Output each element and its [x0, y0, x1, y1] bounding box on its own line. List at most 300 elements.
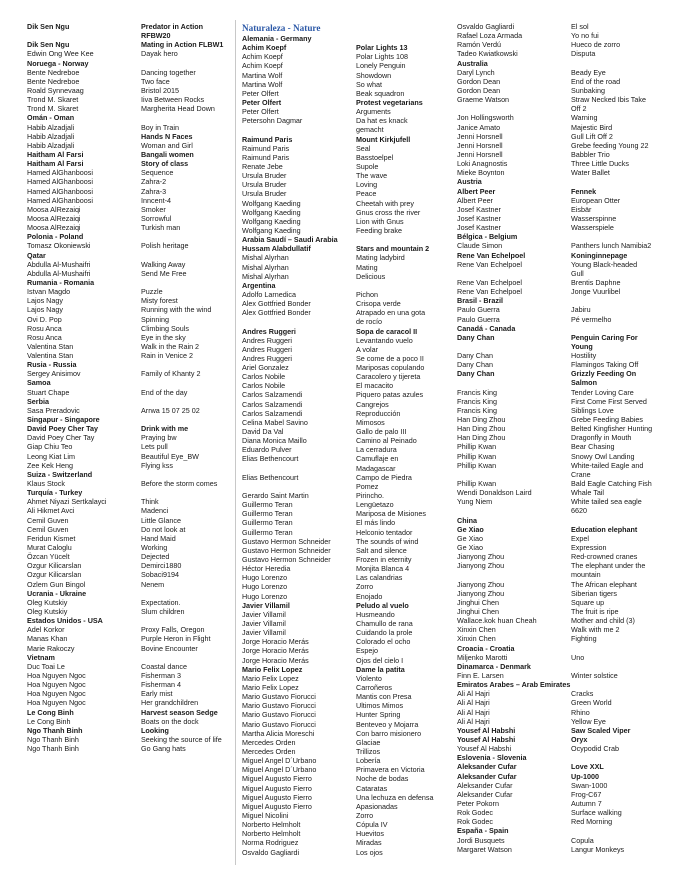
list-item	[242, 701, 452, 710]
photo-title: Noche de bodas	[356, 774, 409, 784]
photo-title: Water Ballet	[571, 168, 610, 178]
list-item	[457, 616, 679, 625]
photo-title: Drink with me	[141, 424, 189, 434]
list-item	[457, 589, 679, 598]
author-name: Ursula Bruder	[242, 189, 287, 199]
photo-title: Inncent-4	[141, 195, 171, 205]
photo-title: A volar	[356, 344, 378, 354]
author-name: Rene Van Echelpoel	[457, 250, 526, 260]
list-item	[27, 415, 232, 424]
author-name: Josef Kastner	[457, 204, 501, 214]
list-item	[242, 592, 452, 601]
author-name: Marie Rakoczy	[27, 643, 75, 653]
photo-title: Dragonfly in Mouth	[571, 433, 632, 443]
author-name: Rok Godec	[457, 808, 493, 818]
photo-title: Cangrejos	[356, 399, 389, 409]
list-item	[242, 180, 452, 189]
author-name: Peter Olfert	[242, 88, 279, 98]
author-name: Murat Caloglu	[27, 543, 72, 553]
author-name: Ngo Thanh Binh	[27, 725, 83, 735]
list-item	[27, 616, 232, 625]
photo-title	[141, 653, 232, 662]
column-middle	[242, 22, 452, 857]
photo-title: Flying kss	[141, 460, 173, 470]
photo-title: Jonge Vuurlibel	[571, 287, 621, 297]
photo-title: Climbing Souls	[141, 323, 189, 333]
list-item	[457, 415, 679, 424]
list-item	[27, 177, 232, 186]
photo-title: Two face	[141, 76, 170, 86]
photo-title: Campo de Piedra	[356, 472, 412, 482]
photo-title: Harvest season Sedge	[141, 707, 218, 717]
photo-title: Reproducción	[356, 408, 401, 418]
list-item	[457, 653, 679, 662]
list-item	[27, 123, 232, 132]
author-name: Albert Peer	[457, 195, 493, 205]
photo-title: Winter solstice	[571, 670, 618, 680]
photo-title	[141, 378, 232, 387]
photo-title: Expel	[571, 533, 589, 543]
list-item	[242, 720, 452, 729]
photo-title: Mating	[356, 262, 378, 272]
author-name: Raimund Paris	[242, 134, 293, 144]
photo-title: gemacht	[356, 125, 384, 135]
author-name: China	[457, 515, 477, 525]
photo-title: Bald Eagle Catching Fish	[571, 479, 652, 489]
photo-title: Education elephant	[571, 524, 638, 534]
author-name: Rene Van Echelpoel	[457, 277, 522, 287]
list-item	[457, 433, 679, 442]
photo-title: Cheetah with prey	[356, 198, 414, 208]
author-name: Rene Van Echelpoel	[457, 259, 522, 269]
photo-title: Las calandrias	[356, 573, 403, 583]
photo-title: Walking Away	[141, 259, 186, 269]
author-name: Guillermo Teran	[242, 500, 293, 510]
list-item	[242, 555, 452, 564]
list-item	[242, 244, 452, 253]
photo-title: Zorro	[356, 582, 374, 592]
list-item	[27, 424, 232, 433]
photo-title: Dame la patita	[356, 664, 405, 674]
photo-title: Supole	[356, 161, 379, 171]
author-name: Norberto Helmholt	[242, 829, 301, 839]
author-name: Xinxin Chen	[457, 634, 496, 644]
photo-title: Up-1000	[571, 771, 599, 781]
list-item	[27, 698, 232, 707]
photo-title	[141, 488, 232, 497]
author-name: Francis King	[457, 387, 497, 397]
list-item	[242, 473, 452, 482]
list-item	[457, 40, 679, 49]
author-name: Manas Khan	[27, 634, 68, 644]
photo-title: Wasserspinne	[571, 213, 617, 223]
author-name: Mario Gustavo Fiorucci	[242, 719, 316, 729]
list-item	[457, 168, 679, 177]
author-name: Aleksander Cufar	[457, 789, 513, 799]
author-name	[242, 317, 356, 326]
list-item	[242, 582, 452, 591]
photo-title: Una lechuza en defensa	[356, 792, 434, 802]
list-item	[27, 388, 232, 397]
author-name: Sergey Anisimov	[27, 369, 81, 379]
author-name: Javier Villamil	[242, 609, 286, 619]
author-name: Miguel Angel D´Urbano	[242, 756, 317, 766]
author-name: Hussam Alabdullatif	[242, 244, 311, 254]
photo-title: Madenci	[141, 506, 169, 516]
photo-title	[356, 281, 452, 290]
photo-title: Ojos del cielo I	[356, 655, 404, 665]
photo-title: RFBW20	[141, 31, 171, 41]
list-item	[457, 77, 679, 86]
author-name: Dany Chan	[457, 360, 493, 370]
author-name: Mario Felix Lopez	[242, 673, 299, 683]
photo-title: The elephant under the	[571, 561, 646, 571]
list-item	[242, 665, 452, 674]
author-name: Gordon Dean	[457, 85, 501, 95]
list-item	[27, 552, 232, 561]
list-item	[457, 671, 679, 680]
list-item	[27, 86, 232, 95]
list-item	[457, 269, 679, 278]
list-item	[27, 324, 232, 333]
photo-title: Do not look at	[141, 524, 186, 534]
photo-title: Delicious	[356, 271, 386, 281]
list-item	[457, 561, 679, 570]
author-name: David Poey Cher Tay	[27, 433, 95, 443]
photo-title: Hunter Spring	[356, 710, 401, 720]
author-name: Haitham Al Farsi	[27, 149, 84, 159]
list-item	[242, 838, 452, 847]
author-name: Rosu Anca	[27, 332, 62, 342]
author-name: Mishal Alyrhan	[242, 253, 289, 263]
author-name: Achim Koepf	[242, 43, 287, 53]
photo-title: Arguments	[356, 107, 391, 117]
author-name: Valentina Stan	[27, 351, 74, 361]
photo-title: Woman and Girl	[141, 140, 193, 150]
list-item	[242, 445, 452, 454]
author-name: Ozgur Kilicarslan	[27, 561, 82, 571]
section-heading: Naturaleza - Nature	[242, 23, 321, 33]
photo-title	[571, 232, 679, 241]
author-name: Andres Ruggeri	[242, 353, 292, 363]
list-item	[242, 829, 452, 838]
list-item	[457, 251, 679, 260]
author-name: Janice Amato	[457, 122, 501, 132]
author-name: Le Cong Binh	[27, 716, 71, 726]
photo-title: Puzzle	[141, 287, 163, 297]
list-item	[242, 418, 452, 427]
photo-title: Whale Tail	[571, 488, 605, 498]
photo-title: Red-crowned cranes	[571, 552, 638, 562]
photo-title: Apasionadas	[356, 801, 398, 811]
author-name: Miguel Augusto Fierro	[242, 792, 312, 802]
author-name: Rosu Anca	[27, 323, 62, 333]
list-item	[27, 223, 232, 232]
list-item	[27, 662, 232, 671]
author-name: Rene Van Echelpoel	[457, 287, 522, 297]
list-item	[27, 470, 232, 479]
photo-title: Copula	[571, 835, 594, 845]
list-item	[242, 656, 452, 665]
photo-title	[338, 235, 452, 244]
author-name: Francis King	[457, 405, 497, 415]
list-item	[27, 342, 232, 351]
list-item	[457, 516, 679, 525]
list-item	[242, 528, 452, 537]
list-item	[242, 80, 452, 89]
author-name: Carlos Nobile	[242, 372, 286, 382]
photo-title: Oryx	[571, 734, 588, 744]
photo-title: Mating in Action FLBW1	[141, 40, 224, 50]
photo-title: Monjita Blanca 4	[356, 564, 410, 574]
photo-title: Sequence	[141, 168, 174, 178]
author-name: Wallace.kok huan Cheah	[457, 616, 537, 626]
author-name: Özcan Yücelt	[27, 552, 70, 562]
author-name: España - Spain	[457, 826, 509, 836]
author-name: Ramón Verdú	[457, 40, 501, 50]
author-name: Dik Sen Ngu	[27, 22, 70, 31]
author-name: Le Cong Binh	[27, 707, 74, 717]
list-item	[242, 317, 452, 326]
photo-title: Crisopa verde	[356, 299, 401, 309]
photo-title: The sounds of wind	[356, 536, 419, 546]
author-name: Rafael Loza Armada	[457, 31, 523, 41]
photo-title: Bear Chasing	[571, 442, 615, 452]
photo-title: Beak squadron	[356, 88, 405, 98]
author-name: Polonia - Poland	[27, 232, 84, 242]
photo-title	[571, 296, 679, 305]
photo-title: Tender Loving Care	[571, 387, 634, 397]
list-item	[27, 589, 232, 598]
photo-title: Polish heritage	[141, 241, 189, 251]
author-name: Leong Kiat Lim	[27, 451, 75, 461]
photo-title: Eisbär	[571, 204, 592, 214]
author-name: Xinxin Chen	[457, 625, 496, 635]
list-item	[457, 452, 679, 461]
list-item	[457, 104, 679, 113]
list-item	[242, 116, 452, 125]
photo-title	[141, 113, 232, 122]
list-item	[27, 726, 232, 735]
author-name: Jorge Horacio Merás	[242, 655, 309, 665]
photo-title: Boy in Train	[141, 122, 179, 132]
author-name: Gordon Dean	[457, 76, 501, 86]
photo-title	[571, 324, 679, 333]
list-item	[457, 214, 679, 223]
photo-title: Disputa	[571, 49, 596, 59]
photo-title: Expectation.	[141, 597, 181, 607]
photo-title: Yo no fui	[571, 31, 599, 41]
list-item	[27, 269, 232, 278]
photo-title: Warning	[571, 113, 598, 123]
list-item	[27, 141, 232, 150]
author-name: Andres Ruggeri	[242, 344, 292, 354]
list-item	[27, 132, 232, 141]
list-item	[27, 369, 232, 378]
list-item	[27, 461, 232, 470]
photo-title: Helconio tentador	[356, 527, 413, 537]
list-item	[457, 296, 679, 305]
photo-title: Babbler Trio	[571, 149, 610, 159]
photo-title: Feeding brake	[356, 225, 402, 235]
list-item	[27, 378, 232, 387]
list-item	[27, 77, 232, 86]
photo-title: Beautiful Eye_BW	[141, 451, 199, 461]
author-name: Raimund Paris	[242, 152, 290, 162]
list-item	[457, 762, 679, 771]
photo-title: Huevitos	[356, 829, 384, 839]
author-name: Hoa Nguyen Ngoc	[27, 670, 86, 680]
list-item	[27, 278, 232, 287]
author-name: Argentina	[242, 280, 276, 290]
list-item	[457, 772, 679, 781]
photo-title: Bovine Encounter	[141, 643, 198, 653]
photo-title: Sopa de caracol II	[356, 326, 418, 336]
list-item	[457, 753, 679, 762]
photo-title: Zahra-3	[141, 186, 167, 196]
list-item	[27, 442, 232, 451]
photo-title: Fighting	[571, 634, 597, 644]
photo-title: Wasserspiele	[571, 223, 614, 233]
author-name: Martina Wolf	[242, 70, 283, 80]
list-item	[242, 345, 452, 354]
list-item	[457, 808, 679, 817]
photo-title: So what	[356, 79, 382, 89]
list-item	[27, 735, 232, 744]
list-item	[242, 363, 452, 372]
photo-title: Rain in Venice 2	[141, 351, 193, 361]
author-name: Mario Felix Lopez	[242, 664, 303, 674]
author-name: Alex Gottfried Bonder	[242, 308, 311, 318]
list-item	[457, 708, 679, 717]
author-name: Celina Mabel Savino	[242, 417, 308, 427]
list-item	[242, 729, 452, 738]
author-name: Guillermo Teran	[242, 527, 293, 537]
author-name: Vietnam	[27, 652, 55, 662]
photo-title: El más lindo	[356, 518, 396, 528]
author-name: Ovi D. Pop	[27, 314, 62, 324]
author-name: Moosa AlRezaiqi	[27, 223, 81, 233]
photo-title: Hostility	[571, 351, 597, 361]
author-name: Norberto Helmholt	[242, 820, 301, 830]
photo-title: Langur Monkeys	[571, 844, 625, 854]
photo-title: Straw Necked Ibis Take	[571, 95, 646, 105]
photo-title: Mariposa de Misiones	[356, 509, 426, 519]
author-name: Hamed AlGhanboosi	[27, 168, 93, 178]
author-name: Phillip Kwan	[457, 442, 497, 452]
photo-title: Story of class	[141, 159, 189, 169]
author-name: Paulo Guerra	[457, 305, 500, 315]
author-name: Brasil - Brazil	[457, 296, 503, 306]
author-name: Andres Ruggeri	[242, 326, 296, 336]
author-name: Hugo Lorenzo	[242, 582, 288, 592]
photo-title: Lion with Gnus	[356, 216, 404, 226]
list-item	[457, 86, 679, 95]
photo-title: Ocypodid Crab	[571, 744, 619, 754]
author-name	[457, 378, 571, 387]
author-name: Jianyong Zhou	[457, 588, 505, 598]
author-name: Hamed AlGhanboosi	[27, 177, 93, 187]
author-name: Francis King	[457, 396, 497, 406]
photo-title	[141, 278, 232, 287]
list-item	[457, 644, 679, 653]
list-item	[242, 747, 452, 756]
list-item	[457, 342, 679, 351]
photo-title: Purple Heron in Flight	[141, 634, 211, 644]
photo-title: White tailed sea eagle	[571, 497, 642, 507]
list-item	[27, 260, 232, 269]
list-item	[27, 241, 232, 250]
photo-title: Carroñeros	[356, 682, 392, 692]
author-name	[457, 342, 571, 351]
list-item	[242, 464, 452, 473]
list-item	[457, 388, 679, 397]
author-name	[242, 125, 356, 134]
list-item	[457, 826, 679, 835]
author-name: Feridun Kismet	[27, 533, 76, 543]
author-name: Mercedes Orden	[242, 746, 296, 756]
author-name	[27, 31, 141, 40]
photo-title: Smoker	[141, 204, 166, 214]
photo-title: Misty forest	[141, 296, 178, 306]
list-item	[27, 625, 232, 634]
author-name: Mishal Alyrhan	[242, 262, 289, 272]
photo-title: Square up	[571, 597, 605, 607]
list-item	[242, 299, 452, 308]
list-item	[457, 799, 679, 808]
author-name: Héctor Heredia	[242, 564, 291, 574]
photo-title	[571, 662, 679, 671]
photo-title: Benteveo y Mojarra	[356, 719, 419, 729]
author-name: Josef Kastner	[457, 213, 501, 223]
photo-title: Belted Kingfisher Hunting	[571, 424, 653, 434]
list-item	[242, 537, 452, 546]
photo-title: Con barro misionero	[356, 728, 422, 738]
author-name: Adel Korkor	[27, 625, 65, 635]
photo-title: Think	[141, 497, 159, 507]
list-item	[27, 543, 232, 552]
author-name: Achim Koepf	[242, 61, 283, 71]
author-name: Habib Alzadjali	[27, 122, 75, 132]
author-name: Andres Ruggeri	[242, 335, 292, 345]
list-item	[242, 610, 452, 619]
photo-title: Siberian tigers	[571, 588, 617, 598]
photo-title: Slum children	[141, 607, 185, 616]
author-name: Han Ding Zhou	[457, 415, 506, 425]
author-name: Hugo Lorenzo	[242, 573, 288, 583]
author-name: Albert Peer	[457, 186, 496, 196]
author-name: Javier Villamil	[242, 600, 290, 610]
author-name: Ucrania - Ukraine	[27, 588, 87, 598]
author-name: Ali Hikmet Avci	[27, 506, 75, 516]
author-name: Rumania - Romania	[27, 277, 95, 287]
list-item	[242, 509, 452, 518]
list-item	[457, 159, 679, 168]
author-name: Omán - Oman	[27, 113, 75, 123]
list-item	[27, 187, 232, 196]
author-name: Miguel Augusto Fierro	[242, 783, 312, 793]
list-item	[457, 150, 679, 159]
photo-title	[141, 59, 232, 68]
list-item	[242, 564, 452, 573]
author-name: Eslovenia - Slovenia	[457, 753, 527, 763]
photo-title: Iiva Between Rocks	[141, 95, 205, 105]
photo-title: Piquero patas azules	[356, 390, 424, 400]
list-item	[27, 351, 232, 360]
author-name: Mishal Alyrhan	[242, 271, 289, 281]
list-item	[457, 241, 679, 250]
list-item	[242, 253, 452, 262]
